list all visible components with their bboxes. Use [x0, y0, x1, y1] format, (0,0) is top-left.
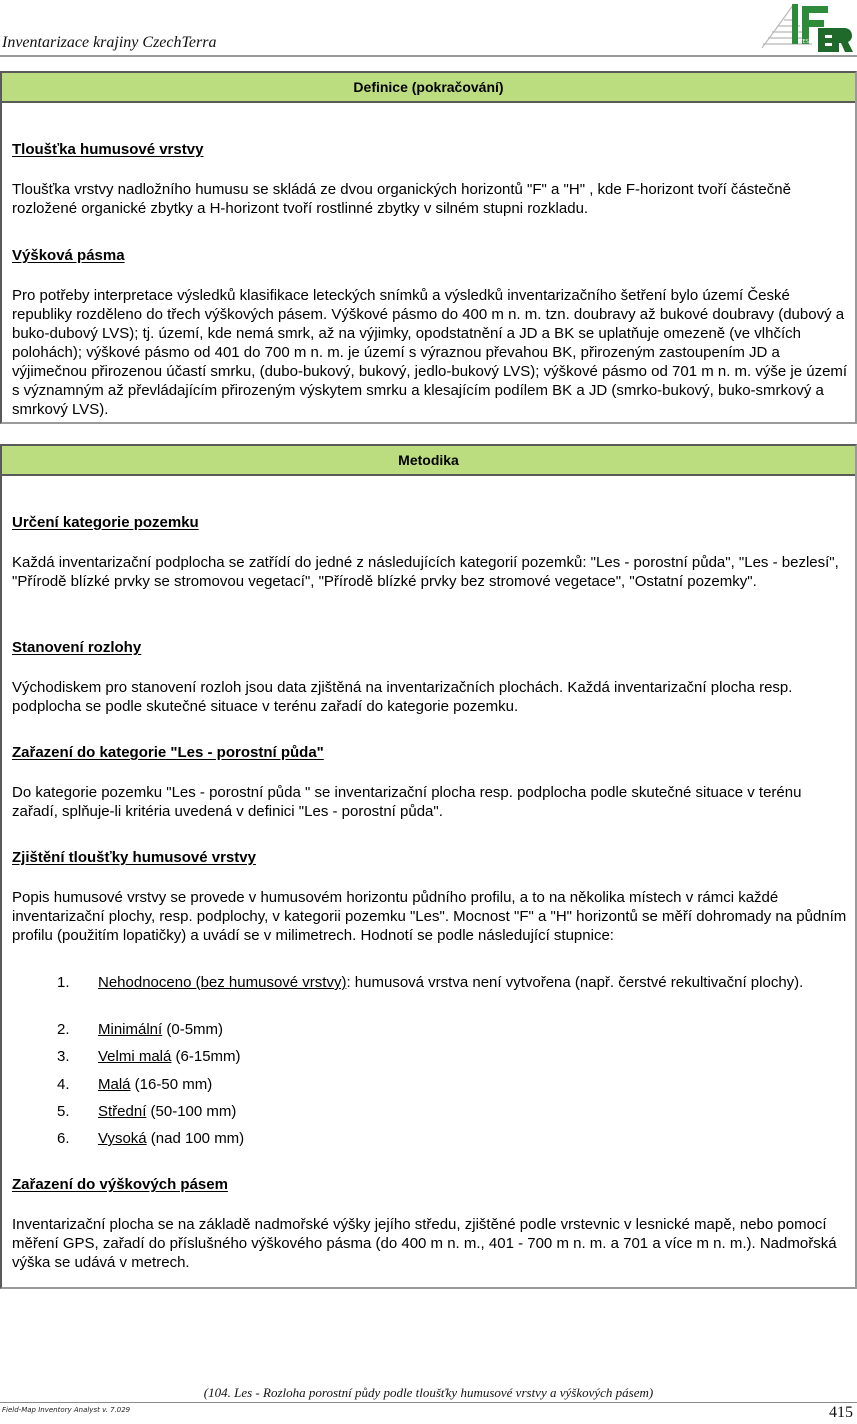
land-category-heading: Určení kategorie pozemku: [12, 514, 199, 531]
humus-measurement-heading: Zjištění tloušťky humusové vrstvy: [12, 849, 256, 866]
header-title: Inventarizace krajiny CzechTerra: [2, 34, 217, 51]
land-category-text: Každá inventarizační podplocha se zatřídí do jedné z následujících kategorií pozemků: "Les - porostní půda", "Les - bezlesí", "Přírodě blízké prvky se stromovou vegetací", "Přírodě blízké prvky bez stromové vegetace", "Ostatní pozemky".: [12, 554, 839, 590]
methodology-section: [0, 444, 857, 1289]
scale-item: 3. Velmi malá (6-15mm): [57, 1048, 241, 1065]
scale-term: Malá: [98, 1076, 131, 1093]
scale-item: 4. Malá (16-50 mm): [57, 1076, 213, 1093]
scale-term: Velmi malá: [98, 1048, 172, 1065]
footer-divider: [0, 1402, 857, 1403]
scale-item: 6. Vysoká (nad 100 mm): [57, 1130, 245, 1147]
altitude-assignment-text: Inventarizační plocha se na základě nadmořské výšky jejího středu, zjištěné podle vrstevnic v lesnické mapě, nebo pomocí měření GPS, zařadí do příslušného výškového pásma (do 400 m n. m., 401 - 700 m n. m. a 701 a více m n. m.). Nadmořská výška se udává v metrech.: [12, 1216, 837, 1271]
humus-measurement-text: Popis humusové vrstvy se provede v humusovém horizontu půdního profilu, a to na několika místech v rámci každé inventarizační plochy, resp. podplochy, v kategorii pozemku "Les". Mocnost "F" a "H" horizontů se měří dohromady na půdním profilu (použitím lopatičky) a uvádí se v milimetrech. Hodnotí se podle následující stupnice:: [12, 889, 847, 944]
scale-item: 2. Minimální (0-5mm): [57, 1021, 224, 1038]
altitude-assignment-heading: Zařazení do výškových pásem: [12, 1176, 228, 1193]
altitude-zones-heading: Výšková pásma: [12, 247, 125, 264]
definitions-section: [0, 71, 857, 424]
humus-thickness-heading: Tloušťka humusové vrstvy: [12, 141, 204, 158]
area-determination-heading: Stanovení rozlohy: [12, 639, 142, 656]
page-header: [0, 0, 857, 58]
page-number: 415: [829, 1404, 853, 1421]
humus-thickness-text: Tloušťka vrstvy nadložního humusu se skládá ze dvou organických horizontů "F" a "H" , kde F-horizont tvoří částečně rozložené organické zbytky a H-horizont tvoří rostlinné zbytky v silném stupni rozkladu.: [12, 181, 791, 217]
methodology-header: Metodika: [2, 446, 855, 476]
forest-category-text: Do kategorie pozemku "Les - porostní půda " se inventarizační plocha resp. podplocha podle skutečné situace v terénu zařadí, splňuje-li kritéria uvedená v definici "Les - porostní půda".: [12, 784, 802, 820]
scale-term: Minimální: [98, 1021, 163, 1038]
definitions-header: Definice (pokračování): [2, 73, 855, 103]
area-determination-text: Východiskem pro stanovení rozloh jsou data zjištěná na inventarizačních plochách. Každá inventarizační plocha resp. podplocha se podle skutečné situace v terénu zařadí do kategorie pozemku.: [12, 679, 793, 715]
altitude-zones-text: Pro potřeby interpretace výsledků klasifikace leteckých snímků a výsledků inventarizačního šetření bylo území České republiky rozděleno do třech výškových pásem. Výškové pásmo do 400 m n. m. tzn. doubravy až bukové doubravy (dubový a buko-dubový LVS); tj. území, kde nemá smrk, až na výjimky, opodstatnění a JD a BK se uplatňuje omezeně (ve vlhčích polohách); výškové pásmo od 401 do 700 m n. m. je území s výraznou převahou BK, přirozeným zastoupením JD a výjimečnou přirozenou účastí smrku, (dubo-bukový, bukový, jedlo-bukový LVS); výškové pásmo od 701 m n. m. výše je území s významným až převládajícím přirozeným výskytem smrku a klesajícím podílem BK a JD (smrko-bukový, buko-smrkový a smrkový LVS).: [12, 287, 848, 418]
software-version: Field-Map Inventory Analyst v. 7.029: [2, 1406, 131, 1414]
header-divider: [0, 55, 857, 57]
svg-text:ITES: ITES: [798, 39, 809, 45]
scale-term: Vysoká: [98, 1130, 147, 1147]
scale-term: Střední: [98, 1103, 147, 1120]
scale-item: 5. Střední (50-100 mm): [57, 1103, 237, 1120]
scale-term: Nehodnoceno (bez humusové vrstvy): [98, 974, 347, 991]
ifer-logo-icon: [760, 2, 854, 52]
scale-item: 1. Nehodnoceno (bez humusové vrstvy): humusová vrstva není vytvořena (např. čerstvé rekultivační plochy).: [57, 974, 804, 991]
forest-category-heading: Zařazení do kategorie "Les - porostní půda": [12, 744, 324, 761]
report-caption: (104. Les - Rozloha porostní půdy podle tloušťky humusové vrstvy a výškových pásem): [203, 1385, 654, 1400]
